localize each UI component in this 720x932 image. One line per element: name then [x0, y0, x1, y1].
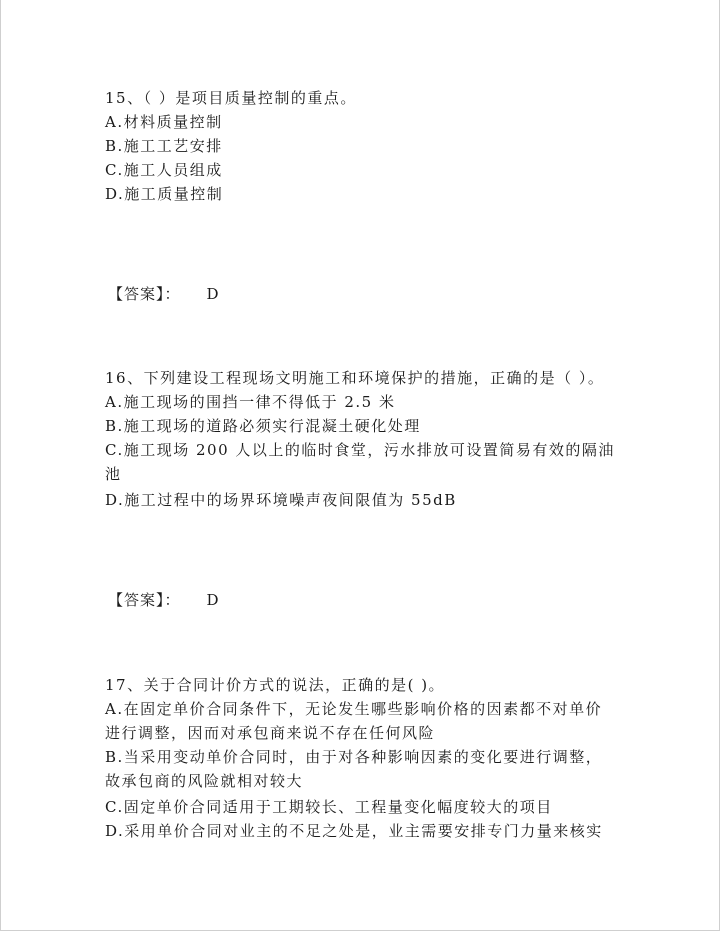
question-15-stem: 15、（ ）是项目质量控制的重点。 [105, 89, 357, 107]
question-16-stem: 16、下列建设工程现场文明施工和环境保护的措施，正确的是（ ）。 [105, 369, 605, 387]
question-17-option-d: D.采用单价合同对业主的不足之处是，业主需要安排专门力量来核实 [105, 822, 603, 840]
question-16-option-b: B.施工现场的道路必须实行混凝土硬化处理 [105, 417, 421, 435]
answer-label: 【答案】： [108, 285, 181, 303]
question-16-option-d: D.施工过程中的场界环境噪声夜间限值为 55dB [105, 491, 457, 509]
question-15-answer [108, 282, 220, 306]
question-17-option-c: C.固定单价合同适用于工期较长、工程量变化幅度较大的项目 [105, 798, 553, 816]
question-17-stem: 17、关于合同计价方式的说法，正确的是( )。 [105, 676, 446, 694]
answer-value: D [206, 591, 220, 609]
question-15-option-c: C.施工人员组成 [105, 161, 223, 179]
question-16-option-c: C.施工现场 200 人以上的临时食堂，污水排放可设置简易有效的隔油 [105, 441, 615, 459]
question-17-option-a-cont: 进行调整，因而对承包商来说不存在任何风险 [105, 724, 436, 742]
question-15-option-b: B.施工工艺安排 [105, 137, 223, 155]
question-15-option-a: A.材料质量控制 [105, 113, 223, 131]
question-17-option-b-cont: 故承包商的风险就相对较大 [105, 772, 304, 790]
answer-label: 【答案】： [108, 591, 181, 609]
question-17-option-a: A.在固定单价合同条件下，无论发生哪些影响价格的因素都不对单价 [105, 700, 603, 718]
question-17-option-b: B.当采用变动单价合同时，由于对各种影响因素的变化要进行调整， [105, 748, 603, 766]
question-16-option-a: A.施工现场的围挡一律不得低于 2.5 米 [105, 393, 396, 411]
question-15-option-d: D.施工质量控制 [105, 185, 224, 203]
question-16-answer [108, 588, 220, 612]
answer-value: D [206, 285, 220, 303]
question-16-option-c-cont: 池 [105, 465, 122, 483]
